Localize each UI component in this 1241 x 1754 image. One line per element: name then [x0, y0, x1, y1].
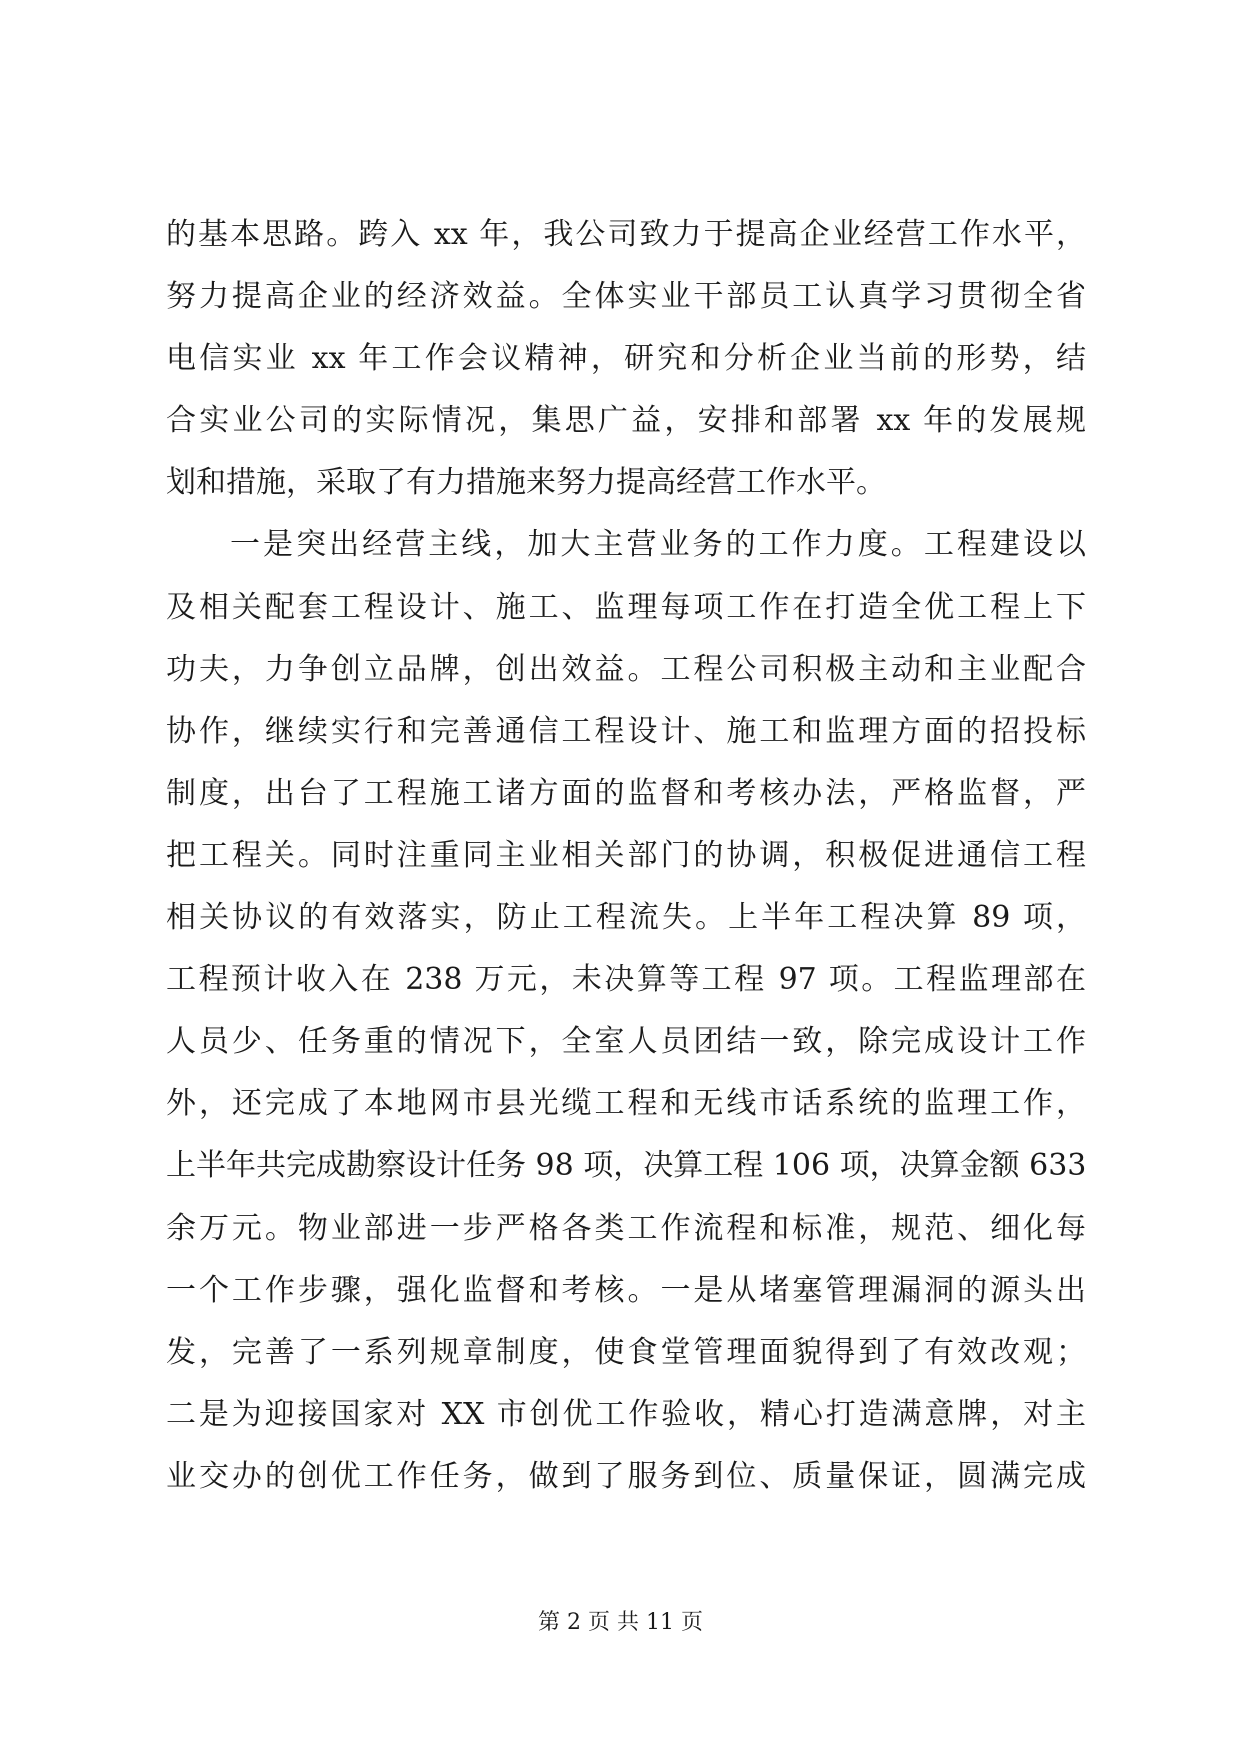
text-line: 电信实业 xx 年工作会议精神，研究和分析企业当前的形势，结 — [166, 341, 1086, 377]
text-line: 协作，继续实行和完善通信工程设计、施工和监理方面的招投标 — [166, 713, 1086, 749]
text-line: 外，还完成了本地网市县光缆工程和无线市话系统的监理工作， — [166, 1086, 1086, 1122]
page-footer — [0, 1608, 1241, 1638]
text-line: 制度，出台了工程施工诸方面的监督和考核办法，严格监督，严 — [166, 775, 1086, 811]
text-line: 及相关配套工程设计、施工、监理每项工作在打造全优工程上下 — [166, 589, 1086, 625]
paragraph-2 — [166, 514, 1086, 1508]
paragraph-1 — [166, 204, 1086, 514]
text-line: 把工程关。同时注重同主业相关部门的协调，积极促进通信工程 — [166, 837, 1086, 873]
text-line: 一个工作步骤，强化监督和考核。一是从堵塞管理漏洞的源头出 — [166, 1272, 1086, 1308]
text-line: 合实业公司的实际情况，集思广益，安排和部署 xx 年的发展规 — [166, 403, 1086, 439]
text-line: 划和措施，采取了有力措施来努力提高经营工作水平。 — [166, 465, 886, 501]
text-line: 一是突出经营主线，加大主营业务的工作力度。工程建设以 — [230, 527, 1086, 563]
text-line: 上半年共完成勘察设计任务 98 项，决算工程 106 项，决算金额 633 — [166, 1148, 1087, 1184]
text-line: 相关协议的有效落实，防止工程流失。上半年工程决算 89 项， — [166, 900, 1086, 936]
text-line: 的基本思路。跨入 xx 年，我公司致力于提高企业经营工作水平， — [166, 217, 1086, 252]
text-line: 功夫，力争创立品牌，创出效益。工程公司积极主动和主业配合 — [166, 651, 1086, 687]
text-line: 工程预计收入在 238 万元，未决算等工程 97 项。工程监理部在 — [166, 962, 1086, 998]
text-line: 发，完善了一系列规章制度，使食堂管理面貌得到了有效改观； — [166, 1334, 1086, 1370]
text-line: 二是为迎接国家对 XX 市创优工作验收，精心打造满意牌，对主 — [166, 1396, 1086, 1432]
page-number-label: 第 2 页 共 11 页 — [538, 1610, 703, 1635]
text-line: 努力提高企业的经济效益。全体实业干部员工认真学习贯彻全省 — [166, 279, 1086, 315]
text-line: 人员少、任务重的情况下，全室人员团结一致，除完成设计工作 — [166, 1024, 1086, 1060]
document-body — [166, 204, 1086, 1508]
text-line: 余万元。物业部进一步严格各类工作流程和标准，规范、细化每 — [166, 1210, 1086, 1246]
text-line: 业交办的创优工作任务，做到了服务到位、质量保证，圆满完成 — [166, 1458, 1086, 1494]
